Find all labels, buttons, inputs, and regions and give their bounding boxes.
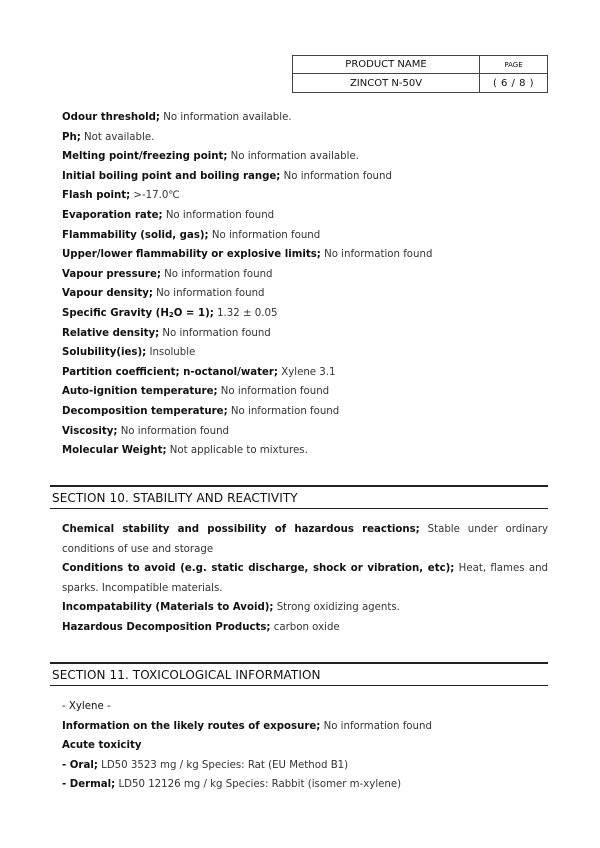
page-cell: [480, 56, 547, 92]
properties-list: [62, 108, 548, 461]
header-table: [292, 55, 548, 93]
property-specific-gravity: Specific Gravity $(H_2O = 1)$; 1.32 ± 0.05: [62, 307, 278, 319]
property-evaporation-rate: Evaporation rate; No information found: [62, 209, 275, 221]
property-melting-point: Melting point/freezing point; No information available.: [62, 151, 359, 163]
property-decomposition-temp: Decomposition temperature; No information found: [62, 405, 340, 417]
acute-toxicity-heading: Acute toxicity: [62, 740, 142, 752]
property-flammability: Flammability (solid, gas); No information found: [62, 229, 321, 241]
property-molecular-weight: Molecular Weight; Not applicable to mixtures.: [62, 445, 308, 457]
property-flash-point: Flash point; >-17.0℃: [62, 190, 180, 202]
property-vapour-pressure: Vapour pressure; No information found: [62, 268, 273, 280]
section-11-heading: SECTION 11. TOXICOLOGICAL INFORMATION: [50, 662, 548, 686]
property-odour-threshold: Odour threshold; No information available.: [62, 112, 292, 123]
property-boiling-point: Initial boiling point and boiling range; No information found: [62, 170, 392, 182]
page-label: PAGE: [504, 60, 523, 69]
property-relative-density: Relative density; No information found: [62, 327, 271, 339]
section-11-body: [62, 697, 548, 795]
substance-label: - Xylene -: [62, 701, 111, 712]
section-10-heading: SECTION 10. STABILITY AND REACTIVITY: [50, 485, 548, 509]
dermal-toxicity-item: - Dermal; LD50 12126 mg / kg Species: Rabbit (isomer m-xylene): [62, 779, 402, 791]
property-vapour-density: Vapour density; No information found: [62, 288, 265, 300]
product-name-value: ZINCOT N-50V: [349, 77, 423, 89]
property-ph: Ph; Not available.: [62, 131, 155, 143]
decomposition-products-item: Hazardous Decomposition Products; carbon oxide: [62, 621, 340, 633]
property-partition-coefficient: Partition coefficient; n-octanol/water; Xylene 3.1: [62, 366, 336, 378]
product-name-label: PRODUCT NAME: [345, 59, 427, 70]
conditions-to-avoid-item: Conditions to avoid (e.g. static discharge, shock or vibration, etc); Heat, flames and sparks. Incompatible materials.: [62, 563, 548, 594]
property-solubility: Solubility(ies); Insoluble: [62, 347, 196, 359]
product-name-cell: [293, 56, 480, 92]
section-10-body: [62, 520, 548, 638]
property-viscosity: Viscosity; No information found: [62, 425, 230, 437]
exposure-routes-item: Information on the likely routes of exposure; No information found: [62, 720, 432, 732]
stability-item: Chemical stability and possibility of hazardous reactions; Stable under ordinary conditions of use and storage: [62, 524, 548, 555]
page-number: ( 6 / 8 ): [492, 77, 535, 89]
property-auto-ignition: Auto-ignition temperature; No information found: [62, 386, 330, 398]
property-explosive-limits: Upper/lower flammability or explosive limits; No information found: [62, 249, 433, 261]
incompatibility-item: Incompatability (Materials to Avoid); Strong oxidizing agents.: [62, 602, 400, 614]
oral-toxicity-item: - Oral; LD50 3523 mg / kg Species: Rat (EU Method B1): [62, 759, 349, 771]
